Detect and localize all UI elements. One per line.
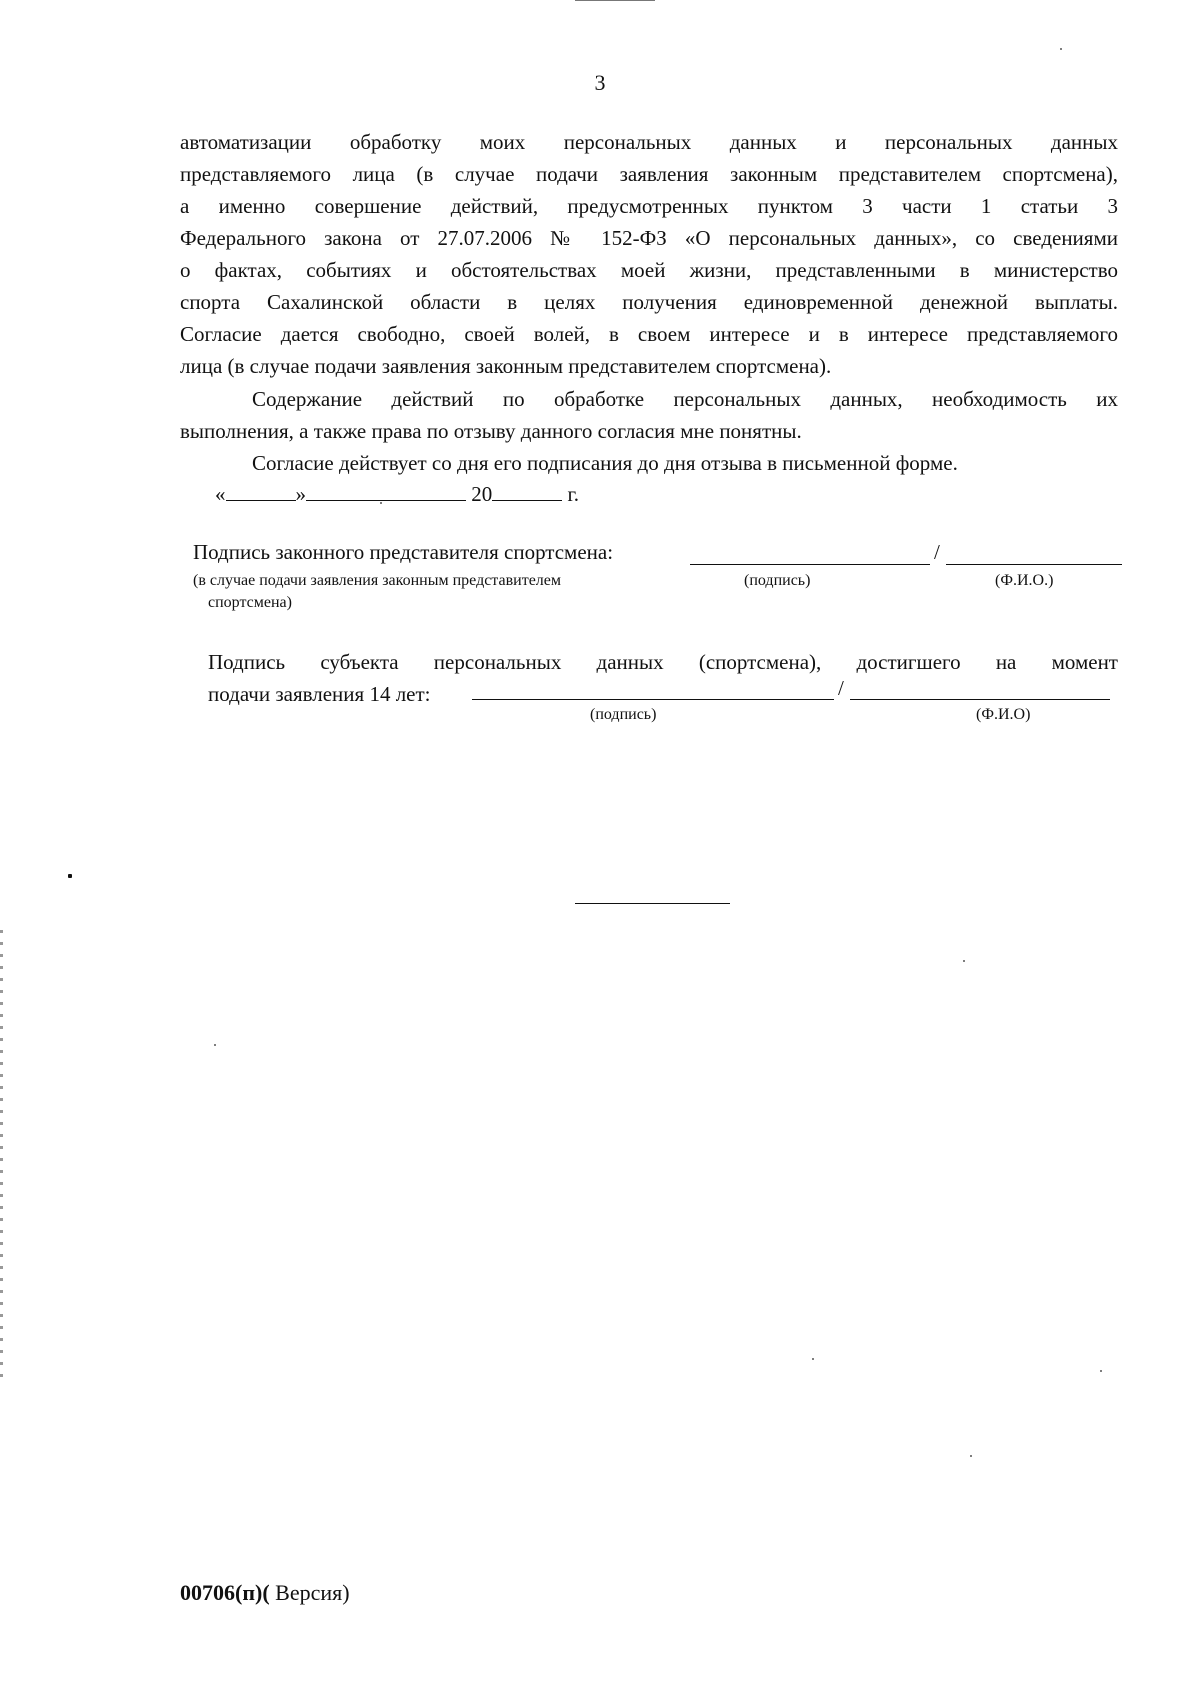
paragraph-line: выполнения, а также права по отзыву данного согласия мне понятны. (180, 419, 802, 443)
scan-speck (68, 874, 72, 878)
signature-separator: / (838, 676, 844, 700)
closing-divider (575, 903, 730, 904)
representative-signature-label: Подпись законного представителя спортсмена: (193, 540, 614, 564)
name-caption: (Ф.И.О) (976, 706, 1031, 723)
paragraph-line: Согласие дается свободно, своей волей, в своем интересе и в интересе представляемого (180, 322, 1118, 346)
date-close-quote: » (295, 482, 306, 506)
subject-label-line: подачи заявления 14 лет: (208, 682, 431, 706)
representative-note: спортсмена) (208, 594, 292, 611)
scan-edge-marks (0, 930, 3, 1380)
paragraph-line: лица (в случае подачи заявления законным представителем спортсмена). (180, 354, 832, 378)
paragraph-line: представляемого лица (в случае подачи заявления законным представителем спортсмена), (180, 162, 1118, 186)
signature-separator: / (934, 540, 940, 564)
signature-caption: (подпись) (590, 706, 657, 723)
representative-note: (в случае подачи заявления законным представителем (193, 572, 562, 589)
representative-signature-blank[interactable] (690, 564, 930, 565)
representative-name-blank[interactable] (946, 564, 1122, 565)
scan-top-mark (575, 0, 655, 1)
scan-speck (380, 502, 382, 504)
day-blank[interactable] (226, 480, 296, 501)
scan-speck (1060, 48, 1062, 50)
month-blank[interactable] (306, 480, 466, 501)
scan-speck (963, 960, 965, 962)
date-open-quote: « (215, 482, 226, 506)
subject-label-line: Подпись субъекта персональных данных (спортсмена), достигшего на момент (208, 650, 1118, 674)
paragraph-line: Федерального закона от 27.07.2006 № 152-ФЗ «О персональных данных», со сведениями (180, 226, 1118, 250)
paragraph-line: автоматизации обработку моих персональных данных и персональных данных (180, 130, 1118, 154)
name-caption: (Ф.И.О.) (995, 572, 1054, 589)
subject-signature-blank[interactable] (472, 699, 834, 700)
paragraph-line: спорта Сахалинской области в целях получения единовременной денежной выплаты. (180, 290, 1118, 314)
year-prefix: 20 (471, 482, 493, 506)
subject-name-blank[interactable] (850, 699, 1110, 700)
page-number: 3 (594, 70, 606, 95)
paragraph-line: а именно совершение действий, предусмотренных пунктом 3 части 1 статьи 3 (180, 194, 1118, 218)
year-suffix: г. (567, 482, 579, 506)
scan-speck (812, 1358, 814, 1360)
document-version-footer (180, 1580, 350, 1606)
consent-paragraph (180, 126, 1118, 382)
scan-speck (1100, 1370, 1102, 1372)
paragraph-line: Содержание действий по обработке персональных данных, необходимость их (252, 387, 1118, 411)
scan-speck (214, 1044, 216, 1046)
paragraph-line: Согласие действует со дня его подписания до дня отзыва в письменной форме. (252, 451, 958, 475)
year-blank[interactable] (492, 480, 562, 501)
document-code: 00706(п)( (180, 1580, 270, 1605)
subject-signature-label (208, 646, 1118, 710)
scan-speck (970, 1455, 972, 1457)
date-line (215, 480, 579, 507)
validity-paragraph (180, 447, 1118, 479)
paragraph-line: о фактах, событиях и обстоятельствах моей жизни, представленными в министерство (180, 258, 1118, 282)
signature-caption: (подпись) (744, 572, 811, 589)
understanding-paragraph (180, 383, 1118, 447)
version-label: Версия) (269, 1580, 350, 1605)
